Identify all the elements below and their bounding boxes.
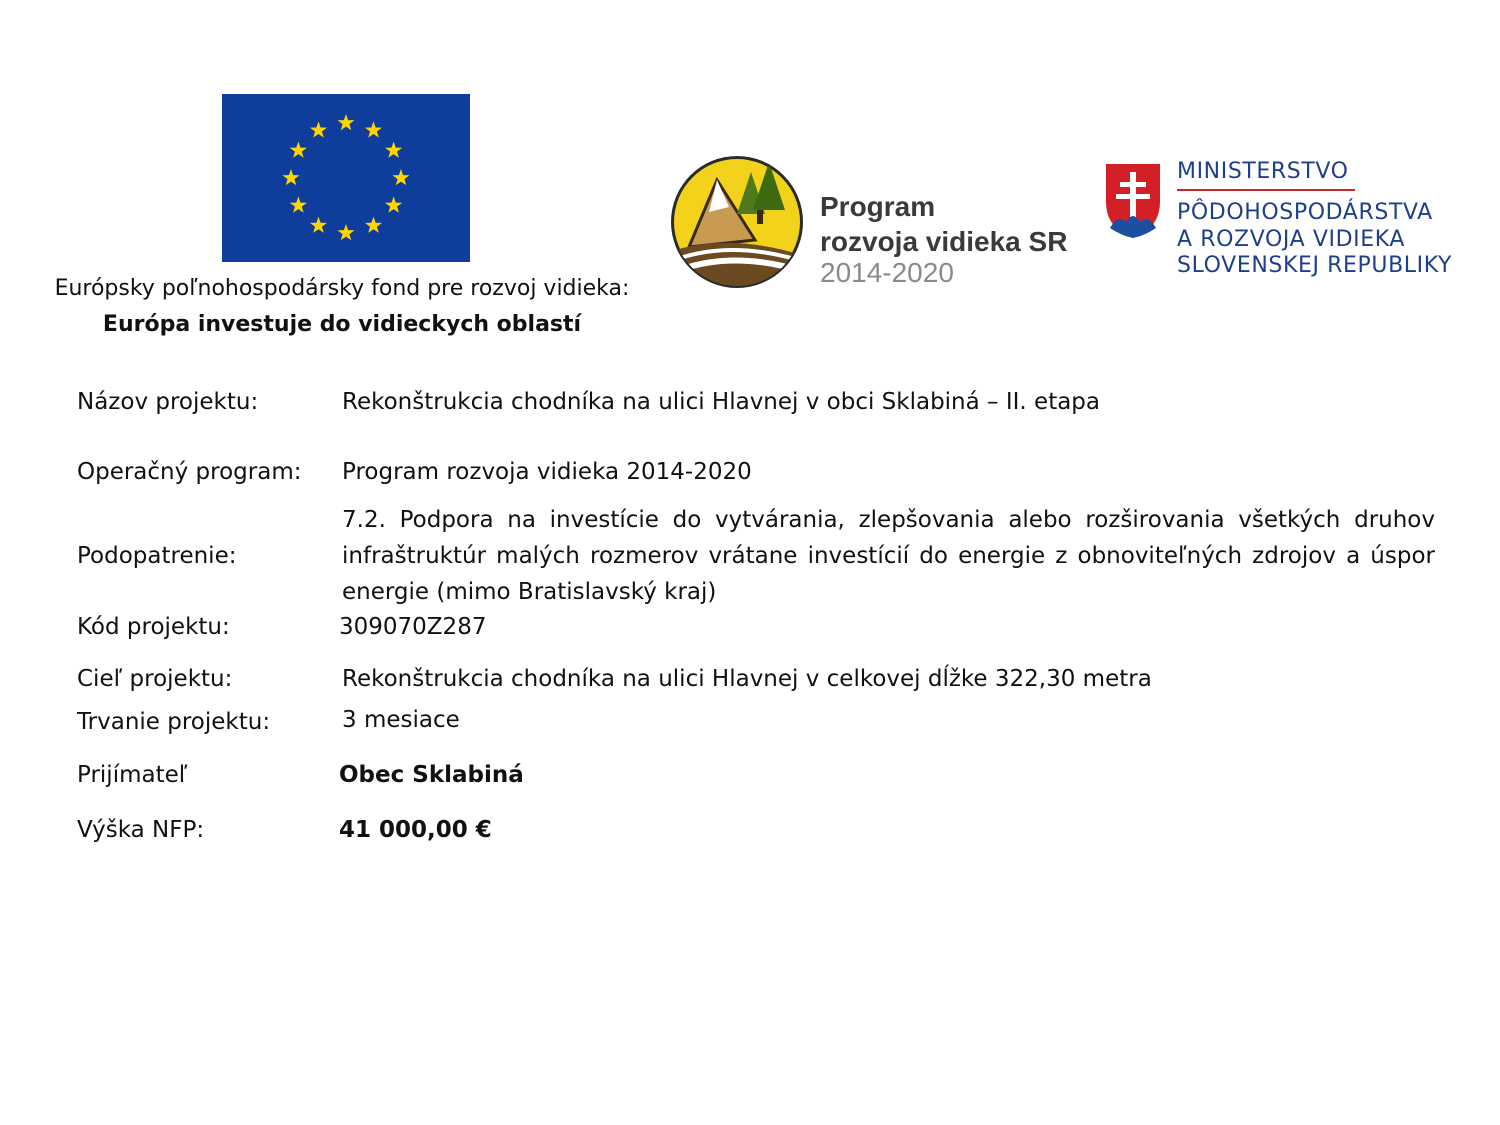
eu-fund-caption: Európsky poľnohospodársky fond pre rozvoj vidieka: (54, 276, 630, 301)
prv-emblem-logo (669, 152, 805, 292)
value-nazov-projektu: Rekonštrukcia chodníka na ulici Hlavnej v obci Sklabiná – II. etapa (342, 389, 1101, 415)
label-ciel-projektu: Cieľ projektu: (77, 666, 233, 692)
value-prijimatel: Obec Sklabiná (339, 762, 524, 788)
label-operacny-program: Operačný program: (77, 459, 302, 485)
ministry-logo-line2: PÔDOHOSPODÁRSTVA (1177, 200, 1433, 225)
label-vyska-nfp: Výška NFP: (77, 817, 205, 843)
prv-logo-years: 2014-2020 (820, 257, 954, 288)
label-trvanie-projektu: Trvanie projektu: (77, 709, 271, 735)
prv-logo-line1: Program (820, 191, 936, 222)
value-operacny-program: Program rozvoja vidieka 2014-2020 (342, 459, 752, 485)
ministry-logo-line4: SLOVENSKEJ REPUBLIKY (1177, 253, 1453, 278)
eu-flag-logo (222, 94, 470, 262)
ministry-logo-line1: MINISTERSTVO (1177, 159, 1349, 184)
value-podopatrenie: 7.2. Podpora na investície do vytvárania, zlepšovania alebo rozširovania všetkých druhov infraštruktúr malých rozmerov vrátane investícií do energie z obnoviteľných zdrojov a úspor energie (mimo Bratislavský kraj) (342, 507, 1435, 605)
label-podopatrenie: Podopatrenie: (77, 543, 237, 569)
slovak-coat-of-arms-icon (1104, 162, 1162, 240)
ministry-logo-rule (1177, 189, 1355, 191)
value-trvanie-projektu: 3 mesiace (342, 707, 460, 733)
eu-slogan: Európa investuje do vidieckych oblastí (102, 312, 582, 337)
label-kod-projektu: Kód projektu: (77, 614, 230, 640)
label-prijimatel: Prijímateľ (77, 762, 188, 788)
ministry-logo-line3: A ROZVOJA VIDIEKA (1177, 227, 1405, 252)
value-vyska-nfp: 41 000,00 € (339, 817, 492, 843)
label-nazov-projektu: Názov projektu: (77, 389, 259, 415)
value-kod-projektu: 309070Z287 (339, 614, 487, 640)
prv-logo-line2: rozvoja vidieka SR (820, 226, 1068, 257)
value-ciel-projektu: Rekonštrukcia chodníka na ulici Hlavnej v celkovej dĺžke 322,30 metra (342, 666, 1152, 692)
